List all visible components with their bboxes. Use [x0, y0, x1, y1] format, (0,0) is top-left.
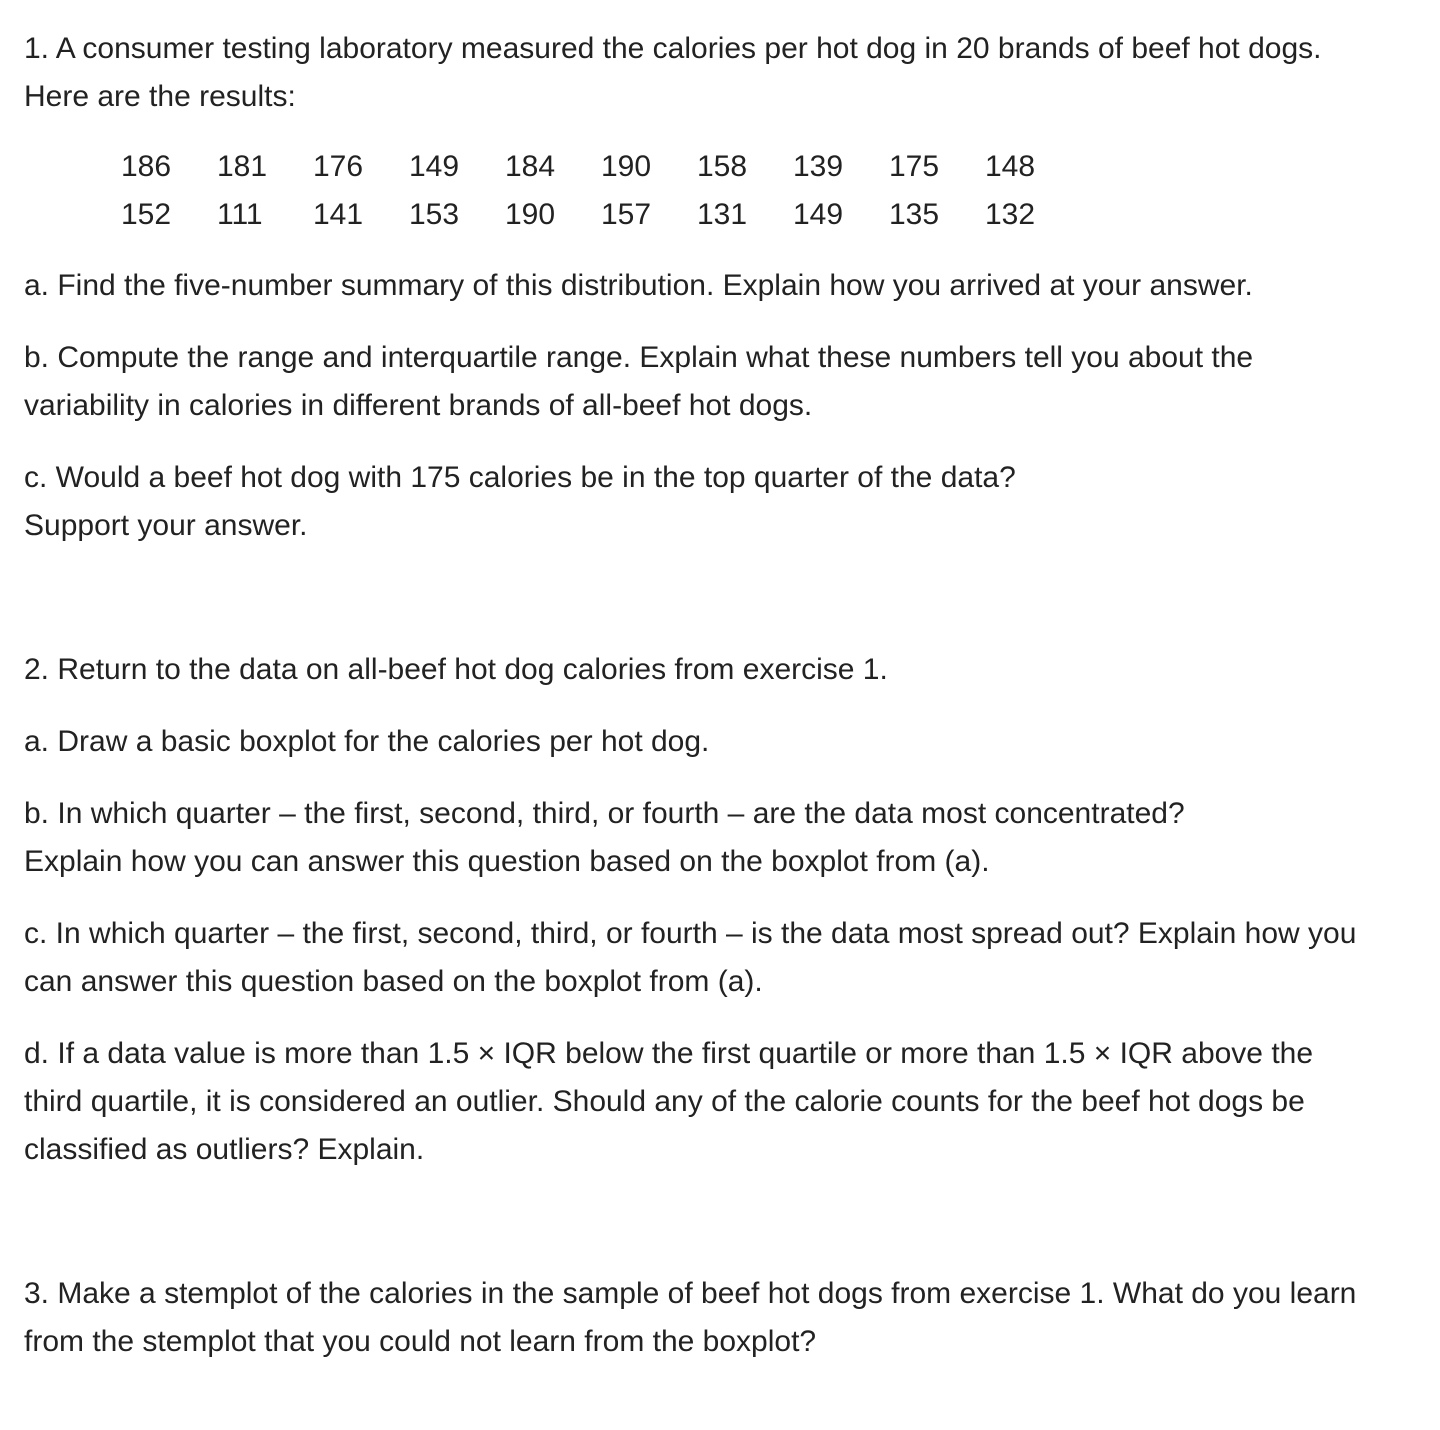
data-cell: 190: [505, 198, 556, 231]
question-1-part-b: b. Compute the range and interquartile range. Explain what these numbers tell you about the variability in calories in different brands of all-beef hot dogs.: [24, 341, 1254, 422]
data-cell: 184: [505, 150, 556, 183]
question-3: [24, 1270, 1360, 1366]
data-cell: 141: [313, 198, 364, 231]
question-2-part-b: [24, 790, 1360, 886]
data-cell: 153: [409, 198, 460, 231]
data-cell: 135: [889, 198, 940, 231]
data-cell: 148: [985, 150, 1036, 183]
data-cell: 158: [697, 150, 748, 183]
data-cell: 132: [985, 198, 1036, 231]
data-cell: 181: [217, 150, 268, 183]
data-cell: 149: [409, 150, 460, 183]
data-cell: 176: [313, 150, 364, 183]
question-2-part-a: a. Draw a basic boxplot for the calories per hot dog.: [24, 725, 710, 758]
question-1-part-c: [24, 454, 1360, 550]
question-2: [24, 646, 1360, 1174]
question-1-part-a: a. Find the five-number summary of this distribution. Explain how you arrived at your answer.: [24, 269, 1253, 302]
calorie-data-body: [121, 143, 1081, 239]
question-1: [24, 25, 1360, 550]
data-cell: 152: [121, 198, 172, 231]
data-cell: 186: [121, 150, 172, 183]
question-1-part-c-line-1: c. Would a beef hot dog with 175 calories be in the top quarter of the data?: [24, 461, 1016, 494]
data-cell: 149: [793, 198, 844, 231]
data-row: [121, 191, 1081, 239]
question-2-part-d: d. If a data value is more than 1.5 × IQR below the first quartile or more than 1.5 × IQR above the third quartile, it is considered an outlier. Should any of the calorie counts for the beef hot dogs be classified as outliers? Explain.: [24, 1037, 1314, 1166]
data-cell: 175: [889, 150, 940, 183]
calorie-data-table: [121, 143, 1081, 239]
data-cell: 139: [793, 150, 844, 183]
data-cell: 111: [217, 198, 263, 231]
question-3-prompt: 3. Make a stemplot of the calories in the sample of beef hot dogs from exercise 1. What do you learn from the stemplot that you could not learn from the boxplot?: [24, 1277, 1357, 1358]
question-2-part-b-line-2: Explain how you can answer this question based on the boxplot from (a).: [24, 845, 990, 878]
question-2-prompt: 2. Return to the data on all-beef hot dog calories from exercise 1.: [24, 653, 888, 686]
question-2-part-c: c. In which quarter – the first, second, third, or fourth – is the data most spread out? Explain how you can answer this question based on the boxplot from (a).: [24, 917, 1357, 998]
data-cell: 190: [601, 150, 652, 183]
data-cell: 157: [601, 198, 652, 231]
question-1-prompt: 1. A consumer testing laboratory measured the calories per hot dog in 20 brands of beef hot dogs. Here are the results:: [24, 32, 1322, 113]
question-1-part-c-line-2: Support your answer.: [24, 509, 308, 542]
question-2-part-b-line-1: b. In which quarter – the first, second, third, or fourth – are the data most concentrated?: [24, 797, 1185, 830]
data-cell: 131: [697, 198, 748, 231]
data-row: [121, 143, 1081, 191]
